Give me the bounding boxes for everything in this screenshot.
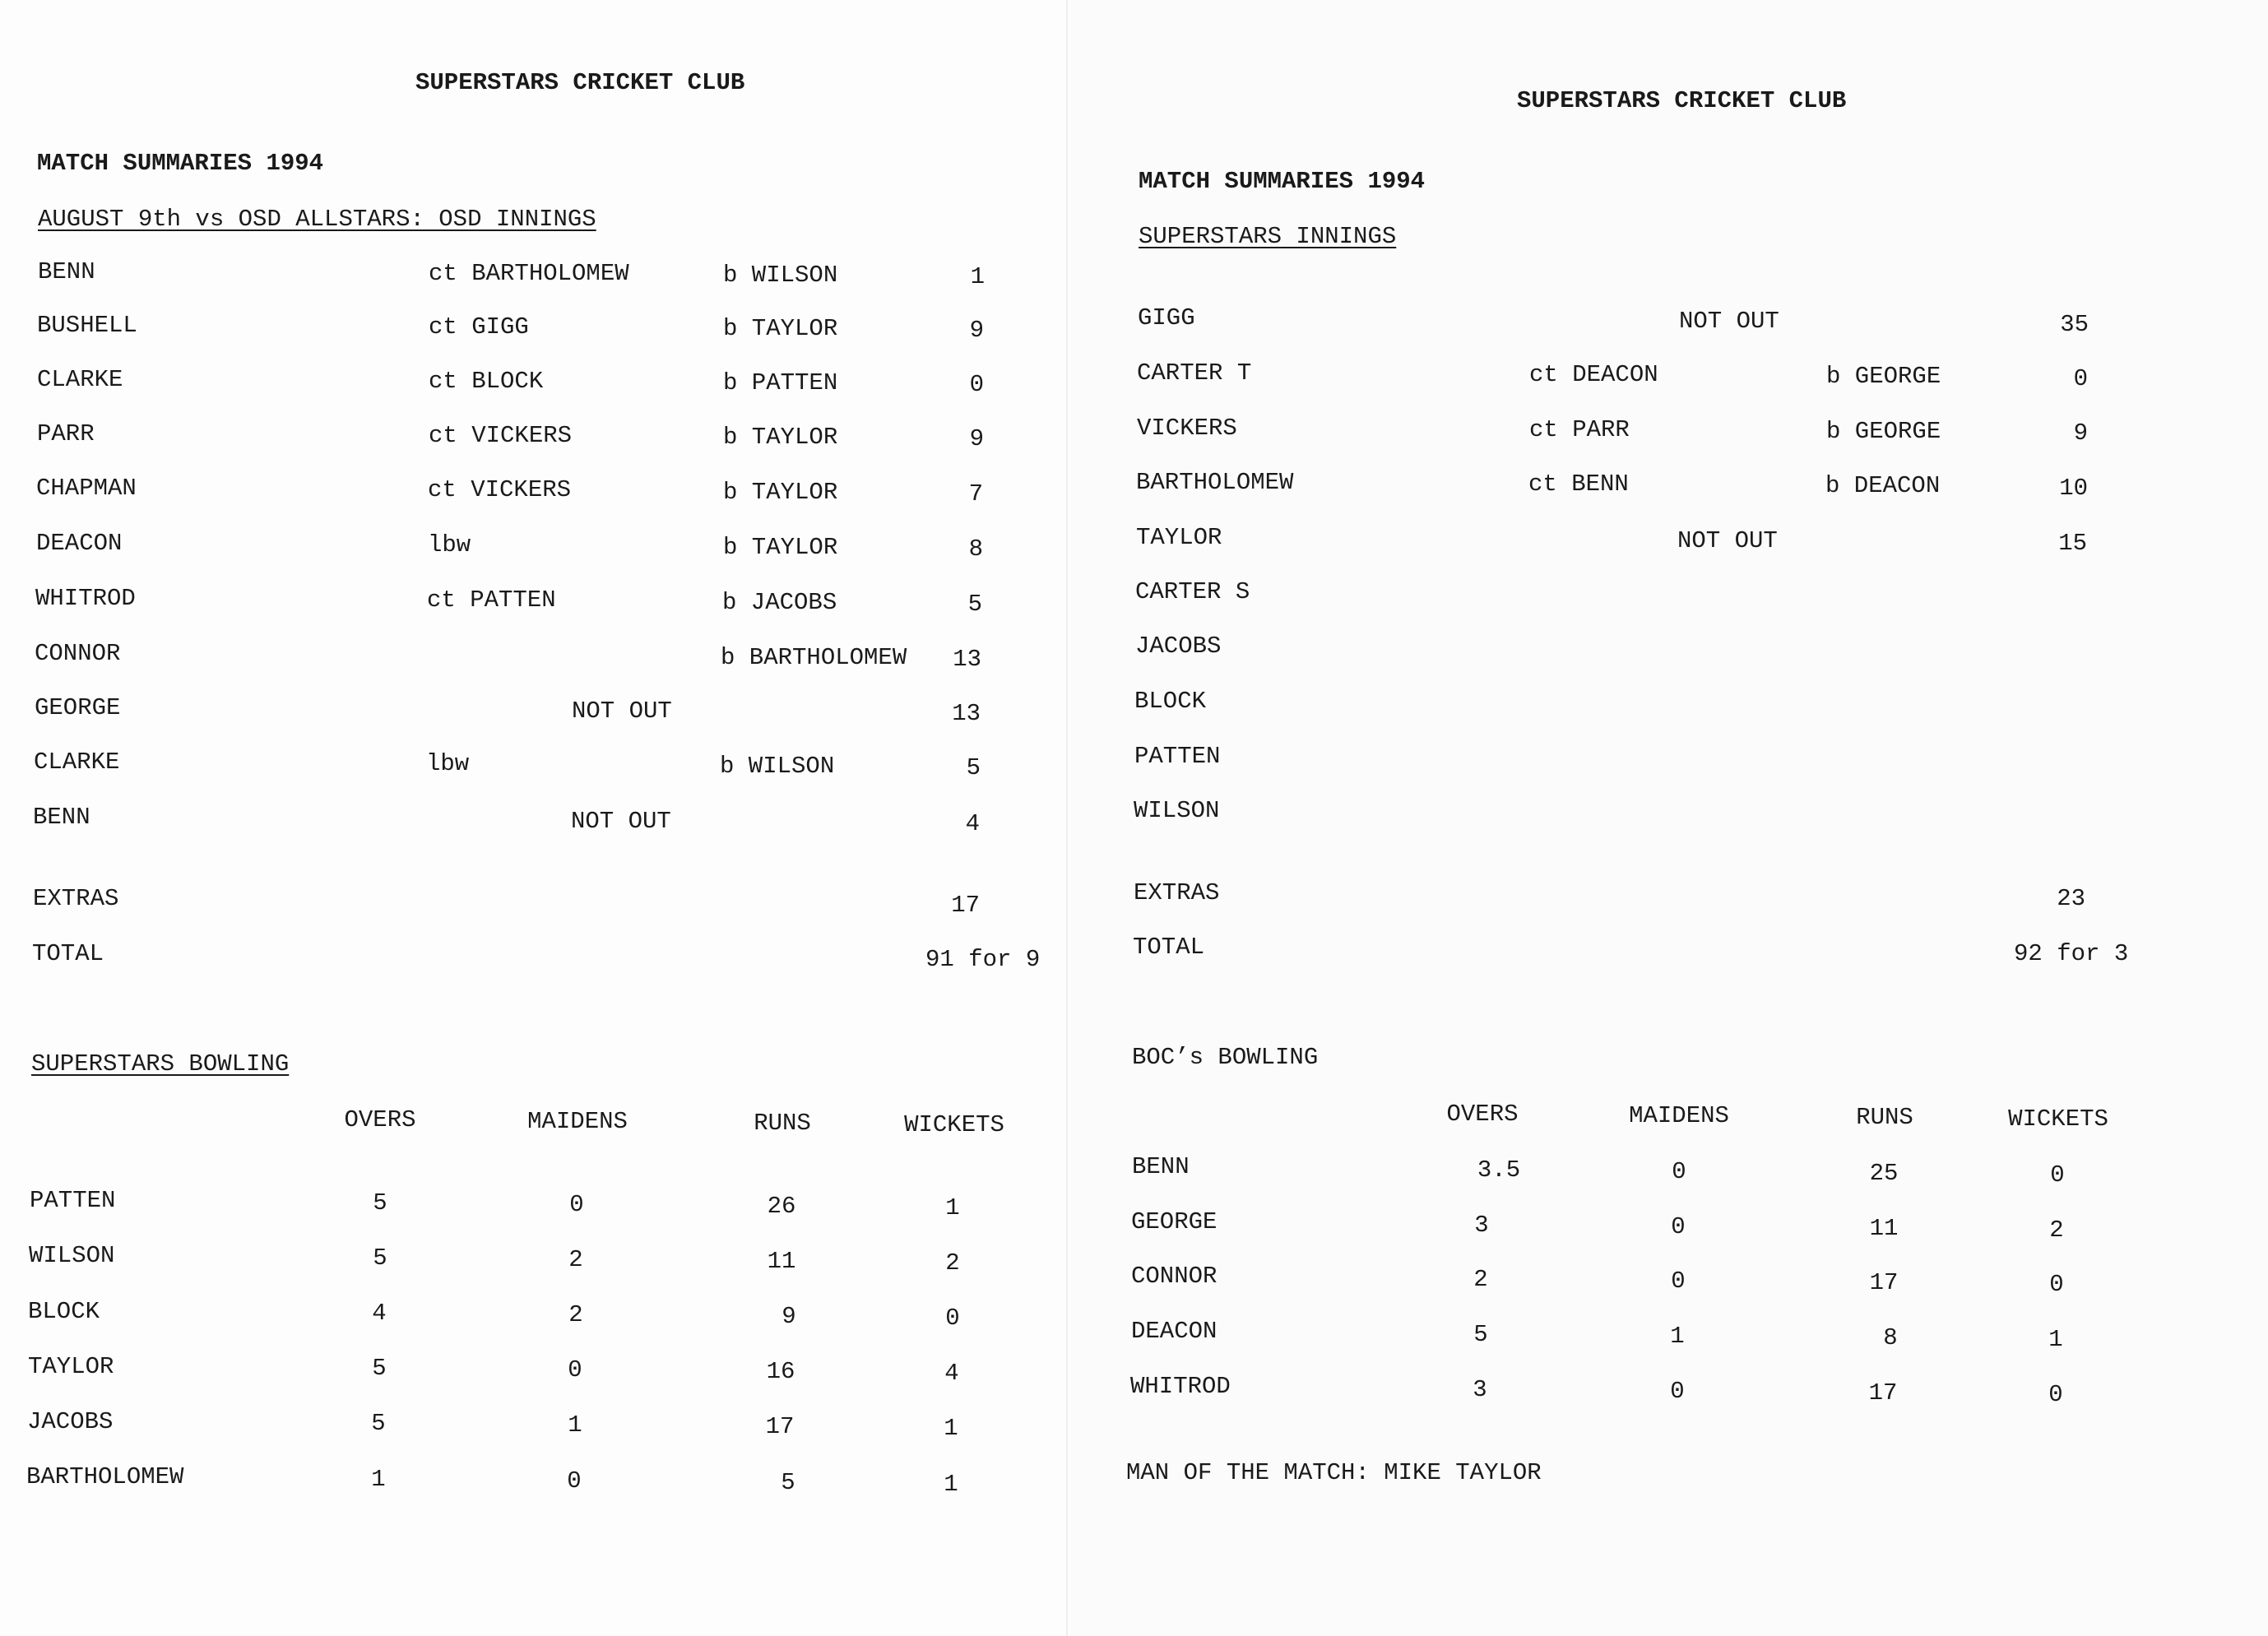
runs: 9 [2073,419,2088,447]
dismissal: ct VICKERS [428,476,572,503]
page-divider [1066,0,1068,1636]
batsman-name: DEACON [36,530,123,557]
bowler: b TAYLOR [723,534,838,561]
col-header-maidens: MAIDENS [1629,1102,1729,1129]
dismissal: ct DEACON [1529,361,1658,388]
batsman-name: BLOCK [1134,688,1207,715]
runs-conceded: 8 [1883,1324,1898,1351]
runs: 10 [2059,475,2088,502]
overs: 5 [371,1410,386,1437]
bowler: b GEORGE [1826,418,1941,445]
bowler: b PATTEN [723,369,838,396]
batsman-name: PATTEN [1134,743,1221,770]
wickets: 0 [2048,1381,2063,1408]
batsman-name: JACOBS [1135,633,1222,660]
batsman-name: CHAPMAN [36,475,137,502]
col-header-maidens: MAIDENS [527,1108,628,1135]
maidens: 0 [1671,1268,1686,1295]
batsman-name: BARTHOLOMEW [1136,469,1294,496]
scorecard-page-right [1069,0,2268,1636]
runs-conceded: 26 [767,1193,796,1220]
overs: 3.5 [1477,1156,1521,1184]
dismissal: lbw [428,531,471,558]
wickets: 2 [2049,1217,2064,1244]
runs: 5 [967,591,982,618]
bowler: b JACOBS [722,589,837,616]
runs: 35 [2060,311,2089,338]
runs: 9 [969,425,984,452]
batsman-name: CARTER T [1137,359,1252,387]
maidens: 2 [568,1246,583,1273]
batsman-name: BENN [38,258,95,285]
runs: 7 [968,480,983,507]
bowler-name: WILSON [29,1242,115,1269]
extras-label: EXTRAS [1134,879,1220,906]
runs: 1 [970,263,985,290]
runs-conceded: 17 [765,1413,795,1440]
runs-conceded: 17 [1868,1379,1898,1407]
extras-label: EXTRAS [33,885,119,912]
man-of-the-match: MAN OF THE MATCH: MIKE TAYLOR [1126,1459,1542,1486]
extras-value: 23 [2057,885,2085,912]
overs: 4 [372,1300,387,1327]
maidens: 0 [567,1467,582,1495]
total-value: 91 for 9 [925,946,1041,973]
col-header-wickets: WICKETS [2008,1105,2108,1133]
bowler-name: BARTHOLOMEW [26,1463,184,1490]
innings-heading: AUGUST 9th vs OSD ALLSTARS: OSD INNINGS [38,206,596,233]
bowler: b WILSON [720,753,835,780]
col-header-overs: OVERS [344,1106,416,1133]
batsman-name: PARR [37,420,95,447]
dismissal: ct VICKERS [429,422,573,449]
runs: 15 [2058,530,2087,557]
overs: 5 [373,1189,387,1217]
batsman-name: CONNOR [35,640,121,667]
wickets: 1 [944,1415,958,1442]
total-value: 92 for 3 [2014,940,2129,967]
maidens: 0 [1672,1158,1686,1185]
bowler-name: TAYLOR [28,1353,114,1380]
bowler: b TAYLOR [723,315,838,342]
col-header-runs: RUNS [1856,1104,1913,1131]
col-header-overs: OVERS [1446,1101,1519,1128]
maidens: 0 [1671,1213,1686,1240]
runs-conceded: 11 [1869,1215,1899,1242]
overs: 3 [1474,1212,1489,1239]
bowler-name: CONNOR [1131,1263,1217,1290]
maidens: 1 [568,1411,582,1439]
overs: 5 [1473,1321,1488,1348]
bowler: b WILSON [723,262,838,289]
extras-value: 17 [951,892,980,919]
wickets: 1 [944,1471,958,1498]
wickets: 4 [944,1360,959,1387]
batsman-name: BENN [33,804,90,831]
bowler: b TAYLOR [723,424,838,451]
wickets: 0 [2050,1161,2065,1189]
bowler: b DEACON [1825,472,1941,499]
maidens: 0 [1670,1378,1685,1405]
bowling-heading: BOC’s BOWLING [1132,1044,1319,1071]
dismissal: lbw [426,750,470,777]
runs: 13 [953,646,981,673]
runs: 13 [952,700,981,727]
runs-conceded: 11 [767,1248,796,1275]
runs: 4 [965,810,980,837]
overs: 1 [371,1466,386,1493]
bowling-heading: SUPERSTARS BOWLING [31,1050,290,1078]
wickets: 0 [2049,1271,2064,1298]
bowler-name: WHITROD [1130,1373,1231,1400]
batsman-name: CLARKE [37,366,123,393]
total-label: TOTAL [1133,934,1205,961]
dismissal: ct PARR [1529,416,1630,443]
batsman-name: TAYLOR [1136,524,1222,551]
batsman-name: GEORGE [35,694,121,721]
batsman-name: WILSON [1134,797,1220,824]
runs: 0 [969,371,984,398]
overs: 5 [372,1355,387,1382]
club-title: SUPERSTARS CRICKET CLUB [415,69,745,96]
runs-conceded: 17 [1869,1269,1899,1296]
batsman-name: WHITROD [35,585,136,612]
runs: 8 [968,535,983,563]
scorecard-page-left [0,0,1069,1636]
bowler-name: JACOBS [27,1408,114,1435]
club-title: SUPERSTARS CRICKET CLUB [1517,87,1847,114]
col-header-runs: RUNS [754,1110,811,1137]
runs-conceded: 5 [781,1469,795,1496]
runs: 0 [2073,365,2088,392]
dismissal: ct BARTHOLOMEW [429,260,629,287]
runs-conceded: 9 [782,1303,796,1330]
bowler-name: BLOCK [28,1298,100,1325]
bowler-name: GEORGE [1131,1208,1217,1235]
runs-conceded: 16 [766,1358,795,1385]
not-out: NOT OUT [1677,527,1778,554]
bowler: b TAYLOR [723,479,838,506]
total-label: TOTAL [32,940,104,967]
overs: 3 [1473,1376,1487,1403]
batsman-name: GIGG [1138,304,1195,331]
dismissal: ct PATTEN [427,586,556,614]
not-out: NOT OUT [1679,308,1779,335]
batsman-name: CARTER S [1135,578,1250,605]
col-header-wickets: WICKETS [904,1111,1004,1138]
batsman-name: VICKERS [1137,415,1237,442]
maidens: 1 [1670,1323,1685,1350]
bowler-name: DEACON [1131,1318,1217,1345]
maidens: 0 [569,1191,584,1218]
bowler: b BARTHOLOMEW [721,644,907,671]
wickets: 2 [945,1249,960,1277]
not-out: NOT OUT [571,808,671,835]
batsman-name: CLARKE [34,748,120,776]
runs: 5 [966,754,981,781]
summary-title: MATCH SUMMARIES 1994 [1139,168,1426,195]
not-out: NOT OUT [572,698,672,725]
runs-conceded: 25 [1869,1160,1899,1187]
innings-heading: SUPERSTARS INNINGS [1139,223,1397,250]
runs: 9 [969,317,984,344]
batsman-name: BUSHELL [37,312,137,339]
dismissal: ct BLOCK [429,368,544,395]
maidens: 0 [568,1356,582,1383]
summary-title: MATCH SUMMARIES 1994 [37,150,324,177]
dismissal: ct BENN [1528,470,1629,498]
bowler-name: BENN [1132,1153,1190,1180]
overs: 2 [1473,1266,1488,1293]
overs: 5 [373,1244,387,1272]
wickets: 1 [945,1194,960,1221]
wickets: 0 [945,1305,960,1332]
wickets: 1 [2048,1326,2063,1353]
bowler: b GEORGE [1826,363,1941,390]
dismissal: ct GIGG [429,313,529,341]
maidens: 2 [568,1301,583,1328]
bowler-name: PATTEN [30,1187,116,1214]
